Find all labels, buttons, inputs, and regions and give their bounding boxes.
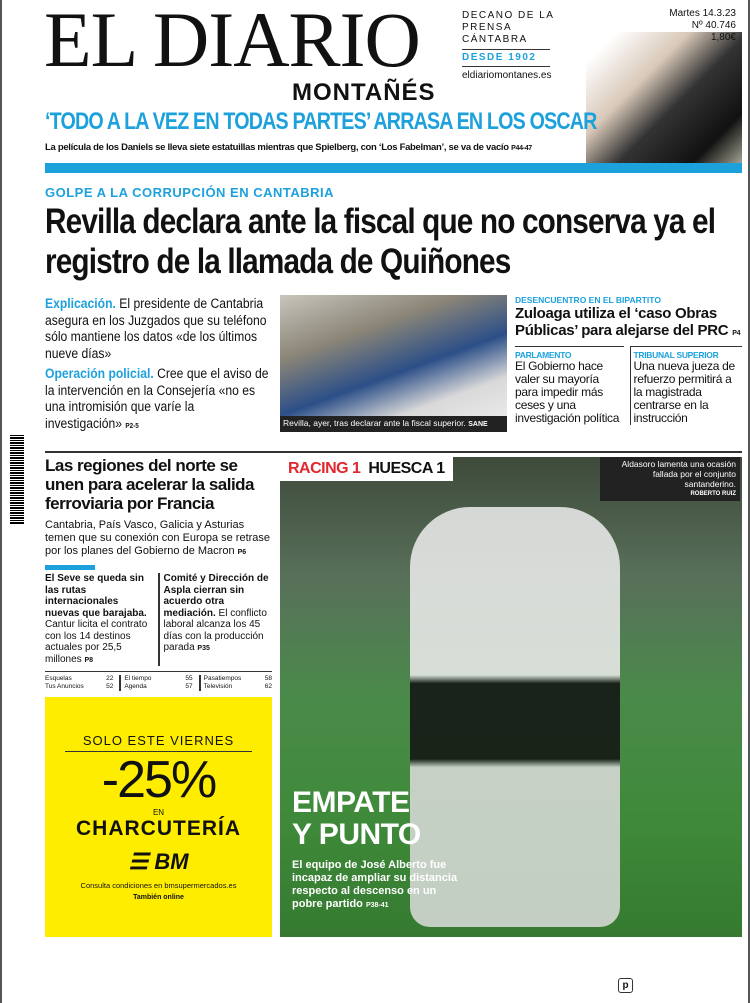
lead-summary xyxy=(45,296,270,435)
lower-left-column xyxy=(45,456,272,937)
sport-headline[interactable] xyxy=(292,787,421,851)
index-col xyxy=(199,675,272,691)
page-ref: P6 xyxy=(237,549,247,556)
text: Cree que el aviso de la intervención en la Consejería «no es una intromisión que varíe la investigación» xyxy=(45,366,269,431)
index-col xyxy=(119,675,192,691)
website-link[interactable]: eldiariomontanes.es xyxy=(462,70,552,81)
section-label: TRIBUNAL SUPERIOR xyxy=(633,350,719,360)
index-name: El tiempo xyxy=(124,675,152,682)
masthead-subtitle: MONTAÑÉS xyxy=(292,79,436,106)
page-ref: P35 xyxy=(197,645,210,652)
index-name: Televisión xyxy=(203,683,233,690)
page-ref: P2-5 xyxy=(125,422,139,430)
oscar-subline xyxy=(45,142,532,155)
page-ref: P8 xyxy=(84,656,94,664)
masthead-decano: DECANO DE LA PRENSA CÁNTABRA xyxy=(462,10,554,45)
index-item[interactable] xyxy=(45,683,113,691)
label: Explicación. xyxy=(45,296,116,311)
caption-text: Revilla, ayer, tras declarar ante la fiscal superior. xyxy=(283,418,466,428)
sub-story-tribunal[interactable] xyxy=(630,346,743,425)
index-item[interactable] xyxy=(204,683,272,691)
story-text: El Gobierno hace valer su mayoría para impedir más ceses y una investigación política xyxy=(515,359,620,425)
section-index xyxy=(45,671,272,691)
brand: BM xyxy=(154,848,189,874)
ad-en: EN xyxy=(152,807,165,817)
sub-story-parlamento[interactable] xyxy=(515,346,624,425)
masthead-since: DESDE 1902 xyxy=(462,49,550,67)
bm-logo xyxy=(45,849,272,875)
masthead-info xyxy=(462,10,572,82)
body-text: Cantabria, País Vasco, Galicia y Asturias temen que su conexión con Europa se retrase por los planes del Gobierno de Macron xyxy=(45,519,271,557)
index-page: 58 xyxy=(264,675,272,682)
index-name: Esquelas xyxy=(45,675,72,682)
story-text: Una nueva jueza de refuerzo permitirá a la magistrada centrarse en la instrucción xyxy=(633,359,735,425)
brief-seve[interactable] xyxy=(45,573,154,666)
brief-body: Cantur licita el contrato con los 14 destinos actuales por 25,5 millones xyxy=(45,619,148,665)
brief-body: El conflicto laboral alcanza los 45 días con la producción parada xyxy=(163,607,267,653)
index-name: Pasatiempos xyxy=(203,675,242,682)
headline-text: Zuloaga utiliza el ‘caso Obras Públicas’ para alejarse del PRC xyxy=(515,305,729,339)
sub-stories xyxy=(515,346,742,425)
index-col xyxy=(45,675,113,691)
masthead-title: EL DIARIO xyxy=(44,0,420,83)
page-ref: P44-47 xyxy=(511,145,532,152)
date: Martes 14.3.23 xyxy=(669,8,736,19)
regions-headline[interactable]: Las regiones del norte se unen para acelerar la salida ferroviaria por Francia xyxy=(45,456,255,513)
sport-caption xyxy=(600,457,740,501)
right-column xyxy=(515,295,742,425)
page-ref: P38-41 xyxy=(365,902,389,909)
price: 1,80€ xyxy=(710,32,736,43)
index-item[interactable] xyxy=(124,675,192,683)
barcode xyxy=(10,435,24,525)
ad-discount: -25% xyxy=(101,750,216,809)
scoreline xyxy=(280,457,453,481)
brief-title: Comité y Dirección de Aspla cierran sin acuerdo otra mediación. xyxy=(163,573,269,619)
text: El presidente de Cantabria asegura en los Juzgados que su teléfono sólo mantiene los datos «de los últimos nueve días» xyxy=(45,296,267,361)
lead-kicker: GOLPE A LA CORRUPCIÓN EN CANTABRIA xyxy=(45,185,335,200)
index-item[interactable] xyxy=(124,683,192,691)
p-logo-icon: p xyxy=(618,978,633,993)
index-item[interactable] xyxy=(45,675,113,683)
blue-accent xyxy=(45,565,95,570)
briefs xyxy=(45,573,272,666)
section-label: PARLAMENTO xyxy=(515,350,572,360)
index-name: Tus Anuncios xyxy=(45,683,84,690)
bm-cart-icon: ☰ xyxy=(128,848,155,874)
sport-body xyxy=(292,859,462,912)
team-home: RACING 1 xyxy=(288,460,361,477)
brief-aspla[interactable] xyxy=(158,573,273,666)
oscar-photo xyxy=(586,32,742,172)
issue-number: Nº 40.746 xyxy=(691,20,736,31)
football-photo xyxy=(280,457,742,937)
body-text: El equipo de José Alberto fue incapaz de ampliar su distancia respecto al descenso en un pobre partido xyxy=(292,859,458,910)
divider xyxy=(45,451,742,453)
blue-divider xyxy=(45,163,742,173)
label: Operación policial. xyxy=(45,366,154,381)
issue-meta xyxy=(669,8,736,44)
team-away: HUESCA 1 xyxy=(368,460,445,477)
ad-category: CHARCUTERÍA xyxy=(76,816,241,840)
ad-conditions: Consulta condiciones en bmsupermercados.es xyxy=(80,880,237,890)
oscar-subline-text: La película de los Daniels se lleva siete estatuillas mientras que Spielberg, con ‘Los Fabelman’, se va de vacío xyxy=(45,142,509,153)
page-ref: P4 xyxy=(732,330,741,337)
index-page: 22 xyxy=(106,675,114,682)
headline-line: Y PUNTO xyxy=(292,818,421,851)
ad-top: SOLO ESTE VIERNES xyxy=(65,733,252,752)
lead-headline[interactable]: Revilla declara ante la fiscal que no conserva ya el registro de la llamada de Quiñones xyxy=(45,202,716,281)
section-label: DESENCUENTRO EN EL BIPARTITO xyxy=(515,295,661,305)
index-page: 55 xyxy=(185,675,193,682)
zuloaga-headline[interactable] xyxy=(515,305,742,342)
bm-advertisement[interactable] xyxy=(45,697,272,937)
revilla-photo xyxy=(280,295,507,432)
index-page: 57 xyxy=(185,683,193,690)
regions-body xyxy=(45,519,272,559)
photo-credit: ROBERTO RUIZ xyxy=(690,491,736,497)
index-item[interactable] xyxy=(204,675,272,683)
index-page: 52 xyxy=(106,683,114,690)
caption-text: Aldasoro lamenta una ocasión fallada por el conjunto santanderino. xyxy=(621,459,736,489)
photo-credit: SANE xyxy=(468,421,488,428)
headline-line: EMPATE xyxy=(292,786,410,819)
brief-title: El Seve se queda sin las rutas internacionales nuevas que barajaba. xyxy=(45,573,147,619)
oscar-headline[interactable]: ‘TODO A LA VEZ EN TODAS PARTES’ ARRASA EN LOS OSCAR xyxy=(45,108,597,135)
ad-online: También online xyxy=(133,893,184,901)
photo-caption xyxy=(280,416,507,432)
index-page: 62 xyxy=(264,683,272,690)
index-name: Agenda xyxy=(124,683,147,690)
